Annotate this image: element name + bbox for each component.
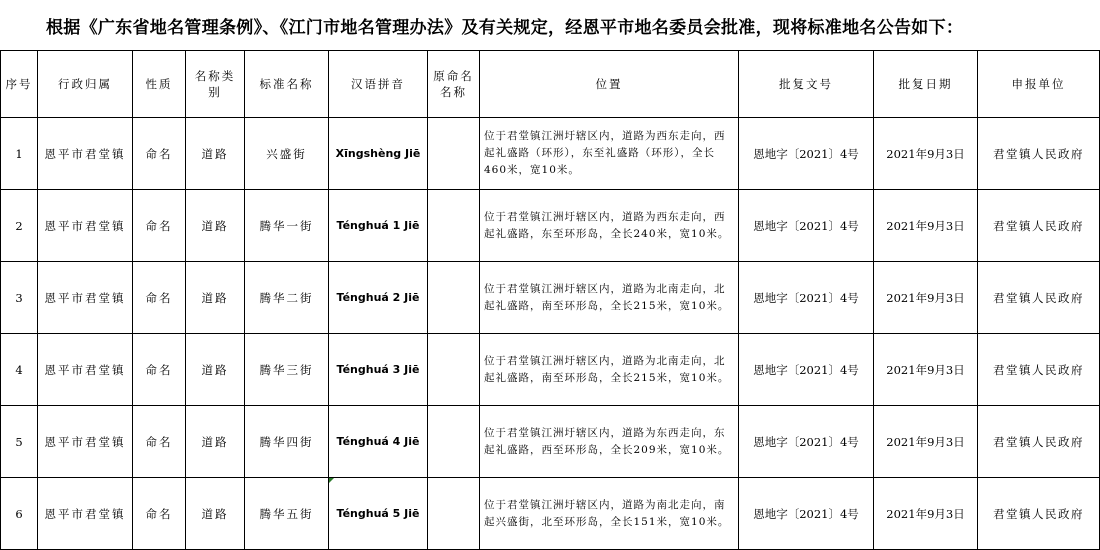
cell-category: 道路 [186, 118, 245, 190]
cell-date: 2021年9月3日 [874, 118, 978, 190]
cell-nature: 命名 [133, 478, 186, 550]
header-no: 序号 [1, 51, 38, 118]
cell-unit: 君堂镇人民政府 [978, 262, 1100, 334]
cell-location: 位于君堂镇江洲圩辖区内，道路为南北走向，南起兴盛街，北至环形岛，全长151米，宽10米。 [480, 478, 739, 550]
cell-category: 道路 [186, 190, 245, 262]
cell-pinyin: Ténghuá 5 Jiē [329, 478, 428, 550]
cell-admin: 恩平市君堂镇 [38, 118, 133, 190]
cell-no: 3 [1, 262, 38, 334]
cell-standard-name: 兴盛街 [245, 118, 329, 190]
cell-date: 2021年9月3日 [874, 334, 978, 406]
table-row [1, 478, 1100, 550]
place-name-table [0, 50, 1100, 550]
cell-doc-no: 恩地字〔2021〕4号 [739, 406, 874, 478]
cell-nature: 命名 [133, 334, 186, 406]
cell-no: 5 [1, 406, 38, 478]
cell-doc-no: 恩地字〔2021〕4号 [739, 478, 874, 550]
cell-doc-no: 恩地字〔2021〕4号 [739, 334, 874, 406]
cell-location: 位于君堂镇江洲圩辖区内，道路为北南走向，北起礼盛路，南至环形岛，全长215米，宽10米。 [480, 262, 739, 334]
cell-category: 道路 [186, 406, 245, 478]
cell-original-name [428, 478, 480, 550]
cell-location: 位于君堂镇江洲圩辖区内，道路为北南走向，北起礼盛路，南至环形岛，全长215米，宽10米。 [480, 334, 739, 406]
cell-unit: 君堂镇人民政府 [978, 118, 1100, 190]
cell-no: 1 [1, 118, 38, 190]
cell-location: 位于君堂镇江洲圩辖区内，道路为东西走向，东起礼盛路，西至环形岛，全长209米，宽10米。 [480, 406, 739, 478]
cell-doc-no: 恩地字〔2021〕4号 [739, 262, 874, 334]
cell-date: 2021年9月3日 [874, 190, 978, 262]
header-pinyin: 汉语拼音 [329, 51, 428, 118]
cell-original-name [428, 118, 480, 190]
cell-doc-no: 恩地字〔2021〕4号 [739, 190, 874, 262]
cell-no: 4 [1, 334, 38, 406]
cell-date: 2021年9月3日 [874, 262, 978, 334]
cell-admin: 恩平市君堂镇 [38, 190, 133, 262]
cell-pinyin: Ténghuá 3 Jiē [329, 334, 428, 406]
announcement-title: 根据《广东省地名管理条例》、《江门市地名管理办法》及有关规定，经恩平市地名委员会批准，现将标准地名公告如下： [46, 17, 964, 38]
cell-nature: 命名 [133, 118, 186, 190]
header-nature: 性质 [133, 51, 186, 118]
cell-pinyin: Xīngshèng Jiē [329, 118, 428, 190]
cell-standard-name: 腾华三街 [245, 334, 329, 406]
cell-admin: 恩平市君堂镇 [38, 406, 133, 478]
cell-category: 道路 [186, 262, 245, 334]
header-doc-no: 批复文号 [739, 51, 874, 118]
cell-date: 2021年9月3日 [874, 406, 978, 478]
table-row [1, 262, 1100, 334]
cell-admin: 恩平市君堂镇 [38, 334, 133, 406]
cell-admin: 恩平市君堂镇 [38, 262, 133, 334]
header-unit: 申报单位 [978, 51, 1100, 118]
cell-nature: 命名 [133, 190, 186, 262]
cell-original-name [428, 262, 480, 334]
cell-no: 2 [1, 190, 38, 262]
cell-no: 6 [1, 478, 38, 550]
cell-category: 道路 [186, 334, 245, 406]
cell-nature: 命名 [133, 262, 186, 334]
cell-location: 位于君堂镇江洲圩辖区内，道路为西东走向，西起礼盛路，东至环形岛，全长240米，宽10米。 [480, 190, 739, 262]
cell-pinyin: Ténghuá 4 Jiē [329, 406, 428, 478]
header-category: 名称类别 [186, 51, 245, 118]
cell-admin: 恩平市君堂镇 [38, 478, 133, 550]
cell-original-name [428, 406, 480, 478]
cell-standard-name: 腾华四街 [245, 406, 329, 478]
cell-location: 位于君堂镇江洲圩辖区内，道路为西东走向，西起礼盛路（环形），东至礼盛路（环形），全长460米，宽10米。 [480, 118, 739, 190]
table-row [1, 190, 1100, 262]
header-date: 批复日期 [874, 51, 978, 118]
cell-standard-name: 腾华一街 [245, 190, 329, 262]
cell-original-name [428, 334, 480, 406]
cell-nature: 命名 [133, 406, 186, 478]
header-standard-name: 标准名称 [245, 51, 329, 118]
cell-unit: 君堂镇人民政府 [978, 478, 1100, 550]
cell-standard-name: 腾华二街 [245, 262, 329, 334]
cell-unit: 君堂镇人民政府 [978, 406, 1100, 478]
cell-unit: 君堂镇人民政府 [978, 190, 1100, 262]
header-original-name: 原命名名称 [428, 51, 480, 118]
table-row [1, 118, 1100, 190]
cell-unit: 君堂镇人民政府 [978, 334, 1100, 406]
cell-standard-name: 腾华五街 [245, 478, 329, 550]
cell-pinyin: Ténghuá 1 Jiē [329, 190, 428, 262]
table-row [1, 406, 1100, 478]
table-row [1, 334, 1100, 406]
header-location: 位置 [480, 51, 739, 118]
cell-category: 道路 [186, 478, 245, 550]
table-header-row [1, 51, 1100, 118]
cell-pinyin: Ténghuá 2 Jiē [329, 262, 428, 334]
cell-original-name [428, 190, 480, 262]
cell-doc-no: 恩地字〔2021〕4号 [739, 118, 874, 190]
cell-date: 2021年9月3日 [874, 478, 978, 550]
header-admin: 行政归属 [38, 51, 133, 118]
